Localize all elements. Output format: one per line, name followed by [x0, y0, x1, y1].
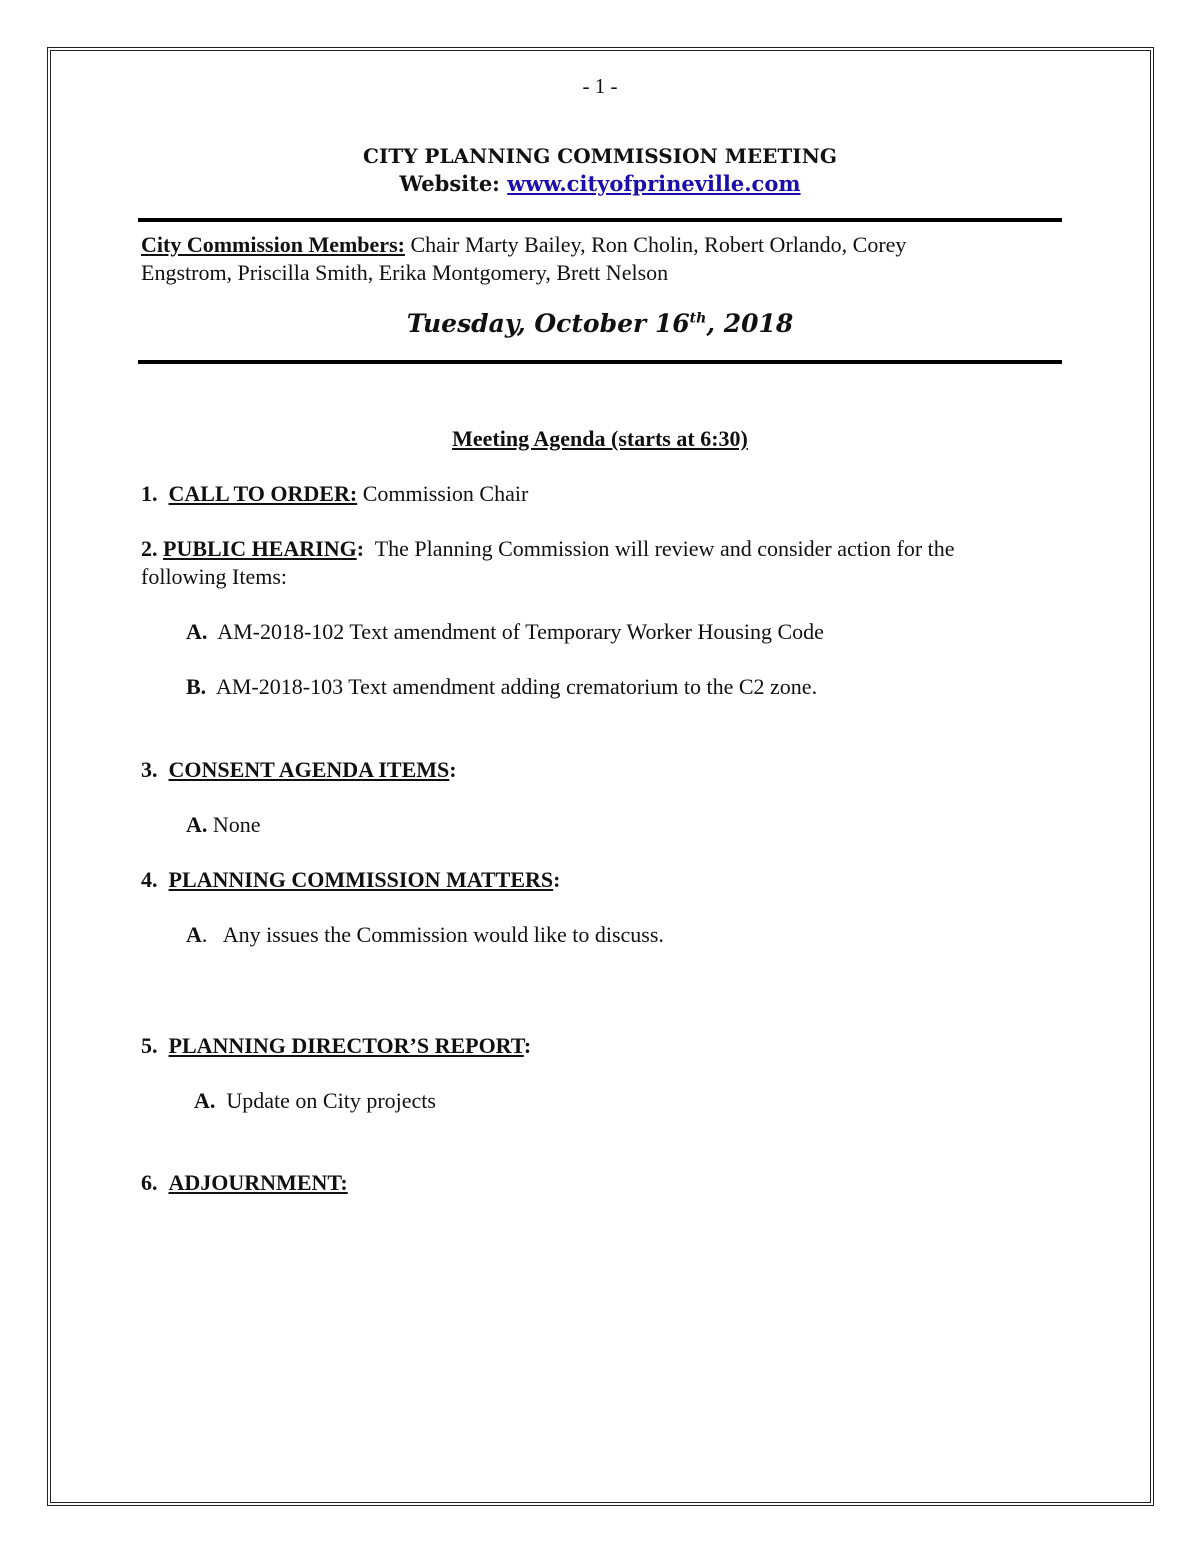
date-suffix: , 2018: [706, 309, 794, 338]
item-6-title: ADJOURNMENT:: [168, 1170, 348, 1195]
item-2-title: PUBLIC HEARING: [163, 536, 357, 561]
agenda-item-2: [141, 536, 955, 562]
date-prefix: Tuesday, October 16: [406, 309, 690, 338]
item-4-colon: :: [553, 867, 561, 892]
agenda-item-3: [141, 757, 457, 783]
bottom-divider: [138, 360, 1062, 364]
website-link[interactable]: www.cityofprineville.com: [507, 171, 801, 196]
item-5-number: 5.: [141, 1033, 158, 1058]
item-2-colon: :: [356, 536, 365, 561]
item-2-text-line-1: The Planning Commission will review and consider action for the: [374, 536, 955, 561]
item-2a-text: AM-2018-102 Text amendment of Temporary Worker Housing Code: [217, 619, 824, 644]
members-names-2: Engstrom, Priscilla Smith, Erika Montgomery, Brett Nelson: [141, 260, 669, 285]
agenda-item-2-cont: [141, 564, 287, 590]
item-3a-label: A.: [186, 812, 208, 837]
item-6-number: 6.: [141, 1170, 158, 1195]
item-2-sub-a: [186, 619, 824, 645]
item-4a-label: A: [186, 922, 202, 947]
meeting-title-text: CITY PLANNING COMMISSION MEETING: [363, 144, 837, 168]
item-3-number: 3.: [141, 757, 158, 782]
item-1-number: 1.: [141, 481, 158, 506]
item-2b-text: AM-2018-103 Text amendment adding crematorium to the C2 zone.: [215, 674, 818, 699]
item-1-text: Commission Chair: [362, 481, 529, 506]
item-5-title: PLANNING DIRECTOR’S REPORT: [168, 1033, 524, 1058]
item-4-sub-a: [186, 922, 664, 948]
item-4a-text: Any issues the Commission would like to discuss.: [222, 922, 664, 947]
agenda-item-6: [141, 1170, 348, 1196]
item-2a-label: A.: [186, 619, 208, 644]
item-5-colon: :: [523, 1033, 532, 1058]
item-4-number: 4.: [141, 867, 158, 892]
agenda-heading: [0, 426, 1200, 452]
item-2-number: 2.: [141, 536, 158, 561]
agenda-heading-text: Meeting Agenda (starts at 6:30): [452, 426, 748, 451]
item-3a-text: None: [212, 812, 261, 837]
item-5a-text: Update on City projects: [226, 1088, 436, 1113]
item-2b-label: B.: [186, 674, 207, 699]
item-4-title: PLANNING COMMISSION MATTERS: [168, 867, 554, 892]
item-2-sub-b: [186, 674, 817, 700]
item-2-text-line-2: following Items:: [141, 564, 288, 589]
item-4a-dot: .: [201, 922, 208, 947]
members-line-2: [141, 260, 668, 286]
item-1-title: CALL TO ORDER:: [168, 481, 358, 506]
agenda-item-5: [141, 1033, 531, 1059]
item-3-sub-a: [186, 812, 261, 838]
agenda-item-1: [141, 481, 528, 507]
item-5-sub-a: [194, 1088, 436, 1114]
item-3-colon: :: [449, 757, 457, 782]
members-line-1: [141, 232, 906, 258]
members-names-1: Chair Marty Bailey, Ron Cholin, Robert Orlando, Corey: [410, 232, 907, 257]
meeting-date: [0, 309, 1200, 338]
item-5a-label: A.: [194, 1088, 216, 1113]
date-ordinal: th: [689, 310, 707, 327]
website-line: [0, 171, 1200, 196]
item-3-title: CONSENT AGENDA ITEMS: [168, 757, 450, 782]
website-label: Website:: [399, 171, 500, 196]
page-number: [0, 74, 1200, 99]
page-number-text: - 1 -: [582, 74, 618, 98]
meeting-title: [0, 144, 1200, 168]
top-divider: [138, 218, 1062, 222]
agenda-item-4: [141, 867, 560, 893]
members-label: City Commission Members:: [141, 232, 405, 257]
